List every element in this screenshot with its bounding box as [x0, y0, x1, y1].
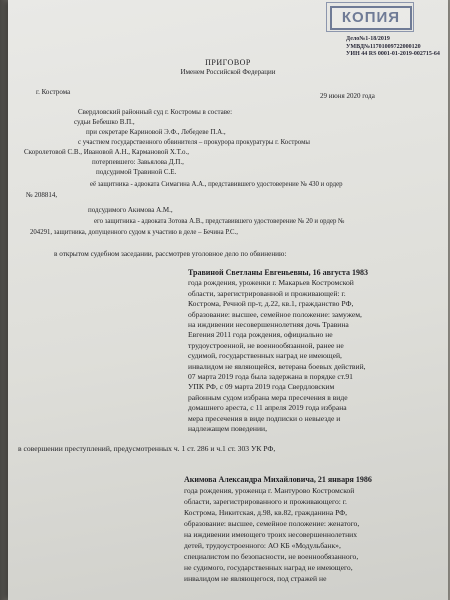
defendant1-line: 07 марта 2019 года была задержана в порядке ст.91 [188, 372, 353, 382]
city: г. Кострома [36, 88, 71, 96]
verdict-title: ПРИГОВОР [205, 58, 251, 67]
copy-stamp: КОПИЯ [330, 6, 412, 30]
verdict-subtitle: Именем Российской Федерации [180, 68, 276, 76]
defendant1-line: Кострома, Речной пр-т, д.22, кв.1, гражданство РФ, [188, 299, 354, 309]
hearing-line: в открытом судебном заседании, рассмотрев уголовное дело по обвинению: [54, 250, 287, 258]
defendant2-line: специалистом по безопасности, не военнообязанного, [184, 552, 359, 561]
defendant1-line: инвалидом не являющейся, ветерана боевых действий, [188, 361, 366, 371]
defendant1-line: на иждивении несовершеннолетняя дочь Травина [188, 320, 349, 330]
defendant1-line: районным судом избрана мера пресечения в виде [188, 392, 348, 402]
court-line: её защитника - адвоката Симагина А.А., представившего удостоверение № 430 и ордер [90, 181, 343, 188]
document-page [8, 0, 448, 600]
defendant2-line: года рождения, уроженца г. Мантурово Костромской [184, 486, 355, 495]
defendant1-line [188, 268, 404, 278]
defendant2-line: не судимого, государственных наград не имеющего, [184, 563, 353, 572]
court-line: подсудимой Травиной С.Е. [96, 168, 177, 176]
court-line: № 208814, [26, 191, 58, 199]
court-line: 204291, защитника, допущенного судом к участию в деле – Бечина Р.С., [30, 229, 238, 236]
court-line: потерпевшего: Завьялова Д.П., [92, 158, 184, 166]
defendant1-line: Евгения 2011 года рождения, официально не [188, 330, 333, 340]
defendant1-name: Травиной Светланы Евгеньевны, 16 августа 1983 [188, 268, 368, 277]
defendant1-line: надлежащем поведении, [188, 424, 267, 434]
defendant1-line: трудоустроенной, не военнообязанной, ранее не [188, 340, 344, 350]
defendant2-block [184, 474, 406, 584]
defendant2-line: области, зарегистрированного и проживающего: г. [184, 497, 347, 506]
court-line: его защитника - адвоката Зотова А.В., представившего удостоверение № 20 и ордер № [94, 218, 345, 225]
court-line: подсудимого Акимова А.М., [88, 206, 173, 214]
defendant2-line [184, 474, 406, 485]
defendant1-line: домашнего ареста, с 11 апреля 2019 года избрана [188, 403, 347, 413]
defendant2-line: на иждивении имеющего троих несовершеннолетних [184, 530, 358, 539]
court-line: Свердловский районный суд г. Костромы в составе: [78, 108, 233, 116]
defendant1-line: УПК РФ, с 09 марта 2019 года Свердловским [188, 382, 335, 392]
uin-number: УИН 44 RS 0001-01-2019-002715-64 [346, 51, 440, 57]
court-line: с участием государственного обвинителя – прокурора прокуратуры г. Костромы [78, 139, 310, 146]
defendant2-line: инвалидом не являющегося, под стражей не [184, 574, 327, 583]
defendant1-line: образование: высшее, семейное положение: замужем, [188, 309, 362, 319]
defendant1-block [188, 268, 404, 435]
court-line: Скоролетовой С.В., Ивановой А.Н., Кармановой Х.Т.о., [24, 148, 189, 156]
defendant1-line: области, зарегистрированной и проживающей: г. [188, 288, 346, 298]
defendant1-line: мера пресечения в виде подписки о невыезде и [188, 413, 341, 423]
defendant2-line: образование: высшее, семейное положение: женатого, [184, 519, 360, 528]
defendant1-line: судимой, государственных наград не имеющей, [188, 351, 342, 361]
case-identifiers [346, 36, 448, 59]
defendant2-line: Кострома, Никитская, д.98, кв.82, гражданина РФ, [184, 508, 348, 517]
court-line: судьи Бебешко В.П., [74, 118, 135, 126]
verdict-date: 29 июня 2020 года [320, 92, 375, 100]
case-number: Дело№1-18/2019 УМВД№11701009722000120 [346, 36, 421, 50]
charges-line: в совершении преступлений, предусмотренных ч. 1 ст. 286 и ч.1 ст. 303 УК РФ, [18, 444, 276, 453]
court-line: при секретаре Кариновой Э.Ф., Лебедеве П.А., [86, 128, 226, 136]
defendant2-line: детей, трудоустроенного: АО КБ «Модульбанк», [184, 541, 341, 550]
defendant2-name: Акимова Александра Михайловича, 21 января 1986 [184, 475, 372, 484]
defendant1-line: года рождения, уроженки г. Макарьев Костромской [188, 278, 354, 288]
